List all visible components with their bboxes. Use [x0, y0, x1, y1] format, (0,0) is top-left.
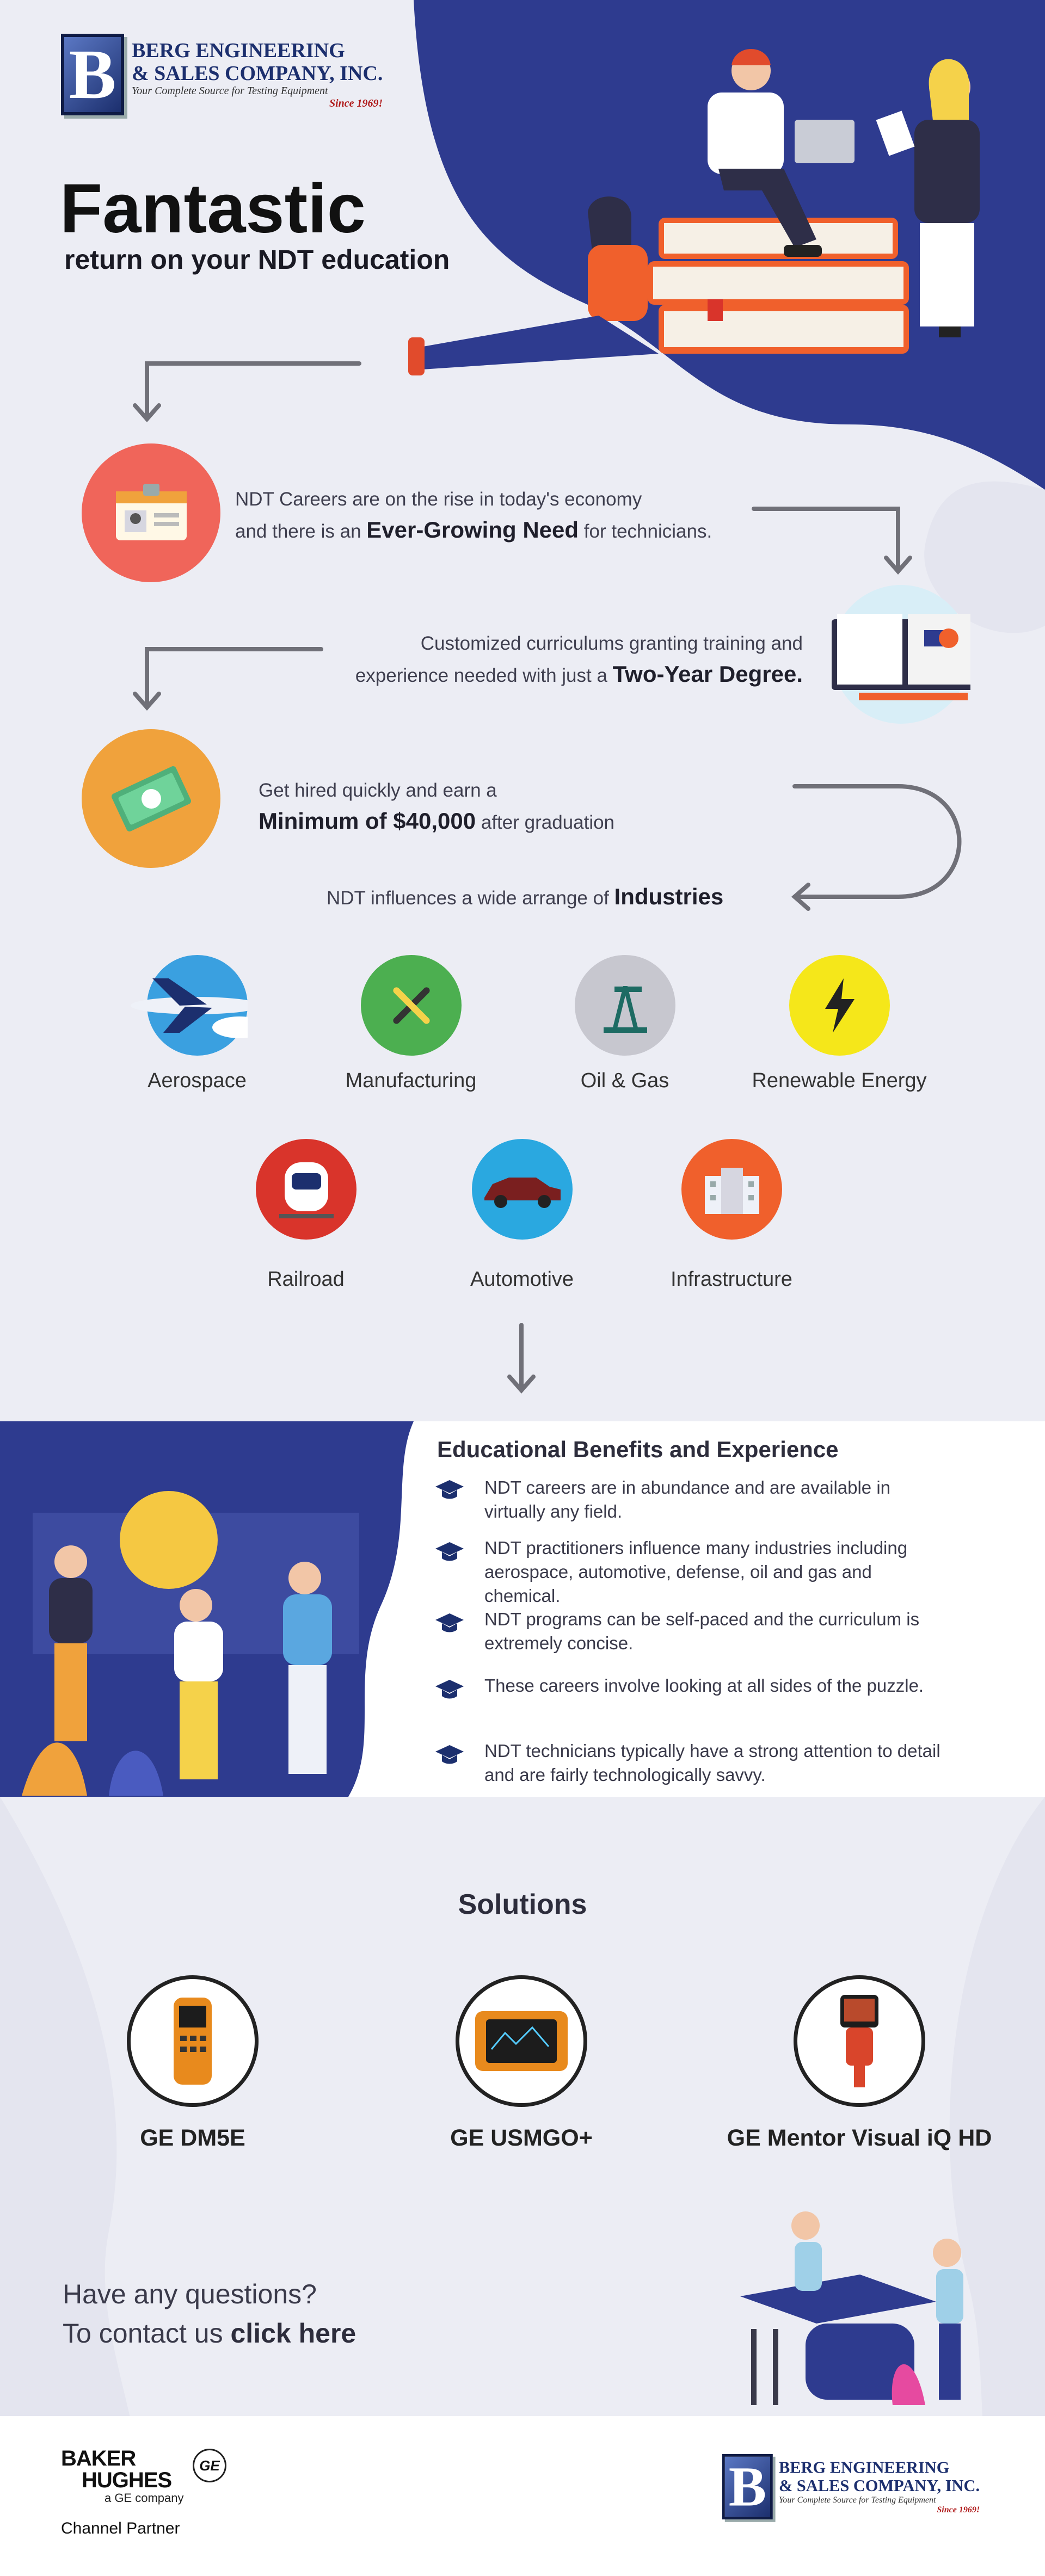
point-3-line-2-end: after graduation [476, 812, 615, 833]
product-usmgo-image[interactable] [456, 1975, 587, 2107]
industry-label-railroad: Railroad [267, 1268, 345, 1291]
industries-intro: NDT influences a wide arrange of [327, 888, 614, 909]
graduation-cap-icon [435, 1612, 464, 1634]
graduation-cap-icon [435, 1679, 464, 1700]
point-3-highlight: Minimum of $40,000 [259, 808, 476, 834]
graduates-illustration [729, 2198, 991, 2405]
page-subtitle: return on your NDT education [64, 244, 450, 275]
logo-line-1: BERG ENGINEERING [779, 2458, 950, 2477]
logo-since: Since 1969! [329, 97, 383, 109]
product-label: GE USMGO+ [450, 2125, 593, 2151]
industry-label-infrastructure: Infrastructure [671, 1268, 792, 1291]
channel-partner-label: Channel Partner [61, 2519, 180, 2537]
point-1-line-1: NDT Careers are on the rise in today's economy [235, 489, 642, 510]
partner-sub: a GE company [104, 2491, 184, 2505]
point-2-line-1: Customized curriculums granting training and [420, 633, 803, 654]
book-icon [832, 585, 970, 724]
money-icon [82, 729, 220, 868]
tools-icon [361, 955, 462, 1056]
benefit-item: NDT programs can be self-paced and the curriculum is extremely concise. [484, 1609, 920, 1653]
benefits-title: Educational Benefits and Experience [437, 1437, 839, 1462]
benefit-item: These careers involve looking at all sides of the puzzle. [484, 1675, 924, 1696]
logo-line-2: & SALES COMPANY, INC. [132, 62, 383, 85]
car-icon [472, 1139, 573, 1240]
contact-prompt: To contact us [63, 2318, 231, 2349]
point-2-highlight: Two-Year Degree. [612, 661, 803, 687]
product-mentor-iq-image[interactable] [794, 1975, 925, 2107]
industry-label-renewable-energy: Renewable Energy [752, 1069, 927, 1092]
industry-label-automotive: Automotive [470, 1268, 574, 1291]
page-title: Fantastic [60, 170, 366, 248]
product-dm5e-image[interactable] [127, 1975, 259, 2107]
contact-question: Have any questions? [63, 2279, 317, 2309]
graduation-cap-icon [435, 1479, 464, 1501]
industry-label-oil-gas: Oil & Gas [580, 1069, 669, 1092]
logo-tagline: Your Complete Source for Testing Equipment [779, 2495, 936, 2505]
product-label: GE Mentor Visual iQ HD [727, 2125, 992, 2151]
lightning-icon [789, 955, 890, 1056]
building-icon [681, 1139, 782, 1240]
graduation-cap-icon [435, 1744, 464, 1766]
logo-tagline: Your Complete Source for Testing Equipment [132, 85, 328, 97]
benefit-item: NDT practitioners influence many industries including aerospace, automotive, defense, oil and gas and chemical. [484, 1538, 908, 1606]
partner-name-2: HUGHES [82, 2468, 172, 2492]
graduation-cap-icon [435, 1541, 464, 1563]
industries-highlight: Industries [614, 884, 724, 909]
point-1-line-2: and there is an [235, 521, 367, 542]
point-1-line-2-end: for technicians. [579, 521, 712, 542]
logo-line-1: BERG ENGINEERING [132, 39, 345, 62]
train-icon [256, 1139, 356, 1240]
benefit-item: NDT technicians typically have a strong attention to detail and are fairly technologically savvy. [484, 1741, 941, 1785]
logo-since: Since 1969! [937, 2505, 980, 2515]
point-1-highlight: Ever-Growing Need [366, 517, 579, 543]
career-badge-icon [82, 443, 220, 582]
footer-company-logo[interactable] [722, 2454, 980, 2519]
airplane-icon [147, 955, 248, 1056]
logo-mark: B [722, 2454, 773, 2519]
partner-logo[interactable] [61, 2448, 184, 2505]
point-2-line-2: experience needed with just a [355, 665, 613, 686]
logo-line-2: & SALES COMPANY, INC. [779, 2476, 980, 2495]
benefit-item: NDT careers are in abundance and are available in virtually any field. [484, 1477, 891, 1521]
contact-link[interactable]: click here [230, 2318, 356, 2349]
industry-label-manufacturing: Manufacturing [345, 1069, 477, 1092]
logo-mark: B [61, 34, 124, 115]
team-illustration [22, 1469, 392, 1796]
ge-logo-icon: GE [193, 2449, 226, 2482]
point-3-line-1: Get hired quickly and earn a [259, 780, 497, 801]
oil-rig-icon [575, 955, 675, 1056]
solutions-title: Solutions [458, 1889, 587, 1920]
product-label: GE DM5E [140, 2125, 245, 2151]
industry-label-aerospace: Aerospace [147, 1069, 247, 1092]
partner-name-1: BAKER [61, 2446, 136, 2470]
